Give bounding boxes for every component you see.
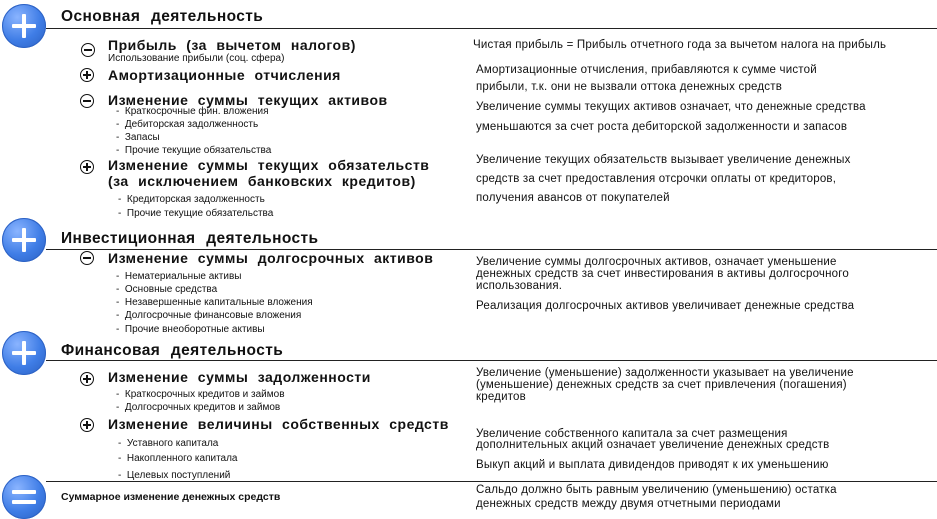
total-desc-2: денежных средств между двумя отчетными периодами xyxy=(476,498,781,510)
current-liabilities-item: - Кредиторская задолженность xyxy=(118,194,265,205)
investing-section-title: Инвестиционная деятельность xyxy=(61,230,319,247)
plus-circle-small-icon xyxy=(80,418,94,432)
current-liabilities-title-2: (за исключением банковских кредитов) xyxy=(108,173,416,189)
long-term-assets-desc-2: денежных средств за счет инвестирования в активы долгосрочного xyxy=(476,268,849,280)
current-assets-item: - Краткосрочные фин. вложения xyxy=(116,106,269,117)
debt-item: - Долгосрочных кредитов и займов xyxy=(116,402,281,413)
debt-title: Изменение суммы задолженности xyxy=(108,369,371,385)
profit-title: Прибыль (за вычетом налогов) xyxy=(108,37,356,53)
depreciation-desc-2: прибыли, т.к. они не вызвали оттока денежных средств xyxy=(476,81,783,93)
long-term-assets-desc-3: использования. xyxy=(476,280,563,292)
long-term-assets-item: - Прочие внеоборотные активы xyxy=(116,324,265,335)
current-assets-item: - Дебиторская задолженность xyxy=(116,119,259,130)
long-term-assets-title: Изменение суммы долгосрочных активов xyxy=(108,250,434,266)
debt-item: - Краткосрочных кредитов и займов xyxy=(116,389,285,400)
current-liabilities-desc-2: средств за счет предоставления отсрочки оплаты от кредиторов, xyxy=(476,173,837,185)
equity-title: Изменение величины собственных средств xyxy=(108,416,449,432)
depreciation-title: Амортизационные отчисления xyxy=(108,67,341,83)
equity-item: - Уставного капитала xyxy=(118,438,219,449)
plus-circle-icon xyxy=(2,331,46,375)
total-divider xyxy=(46,481,937,482)
depreciation-desc-1: Амортизационные отчисления, прибавляются к сумме чистой xyxy=(476,64,817,76)
current-assets-item: - Запасы xyxy=(116,132,160,143)
equity-desc-2: дополнительных акций означает увеличение денежных средств xyxy=(476,439,830,451)
equals-circle-icon xyxy=(2,475,46,519)
equity-desc-3: Выкуп акций и выплата дивидендов приводят к их уменьшению xyxy=(476,459,829,471)
minus-circle-icon xyxy=(80,251,94,265)
profit-desc: Чистая прибыль = Прибыль отчетного года за вычетом налога на прибыль xyxy=(473,39,887,51)
equity-item: - Целевых поступлений xyxy=(118,470,231,481)
long-term-assets-desc-4: Реализация долгосрочных активов увеличивает денежные средства xyxy=(476,300,855,312)
total-desc-1: Сальдо должно быть равным увеличению (уменьшению) остатка xyxy=(476,484,837,496)
operating-divider xyxy=(46,28,937,29)
current-liabilities-title-1: Изменение суммы текущих обязательств xyxy=(108,157,430,173)
plus-circle-small-icon xyxy=(80,160,94,174)
plus-circle-icon xyxy=(2,218,46,262)
minus-circle-icon xyxy=(81,43,95,57)
long-term-assets-item: - Нематериальные активы xyxy=(116,271,242,282)
debt-desc-2: (уменьшение) денежных средств за счет привлечения (погашения) xyxy=(476,379,847,391)
financing-divider xyxy=(46,360,937,361)
current-liabilities-item: - Прочие текущие обязательства xyxy=(118,208,274,219)
total-title: Суммарное изменение денежных средств xyxy=(61,491,281,503)
long-term-assets-desc-1: Увеличение суммы долгосрочных активов, означает уменьшение xyxy=(476,256,837,268)
current-assets-desc-1: Увеличение суммы текущих активов означает, что денежные средства xyxy=(476,101,866,113)
current-assets-desc-2: уменьшаются за счет роста дебиторской задолженности и запасов xyxy=(476,121,848,133)
long-term-assets-item: - Незавершенные капитальные вложения xyxy=(116,297,313,308)
debt-desc-3: кредитов xyxy=(476,391,526,403)
plus-circle-small-icon xyxy=(80,68,94,82)
current-assets-item: - Прочие текущие обязательства xyxy=(116,145,272,156)
long-term-assets-item: - Долгосрочные финансовые вложения xyxy=(116,310,302,321)
current-assets-title: Изменение суммы текущих активов xyxy=(108,92,388,108)
operating-section-title: Основная деятельность xyxy=(61,8,264,25)
profit-sub: Использование прибыли (соц. сфера) xyxy=(108,53,285,64)
minus-circle-icon xyxy=(80,94,94,108)
financing-section-title: Финансовая деятельность xyxy=(61,342,284,359)
current-liabilities-desc-1: Увеличение текущих обязательств вызывает увеличение денежных xyxy=(476,154,851,166)
current-liabilities-desc-3: получения авансов от покупателей xyxy=(476,192,670,204)
debt-desc-1: Увеличение (уменьшение) задолженности указывает на увеличение xyxy=(476,367,854,379)
equity-desc-1: Увеличение собственного капитала за счет размещения xyxy=(476,428,788,440)
equity-item: - Накопленного капитала xyxy=(118,453,238,464)
plus-circle-small-icon xyxy=(80,372,94,386)
long-term-assets-item: - Основные средства xyxy=(116,284,218,295)
plus-circle-icon xyxy=(2,4,46,48)
